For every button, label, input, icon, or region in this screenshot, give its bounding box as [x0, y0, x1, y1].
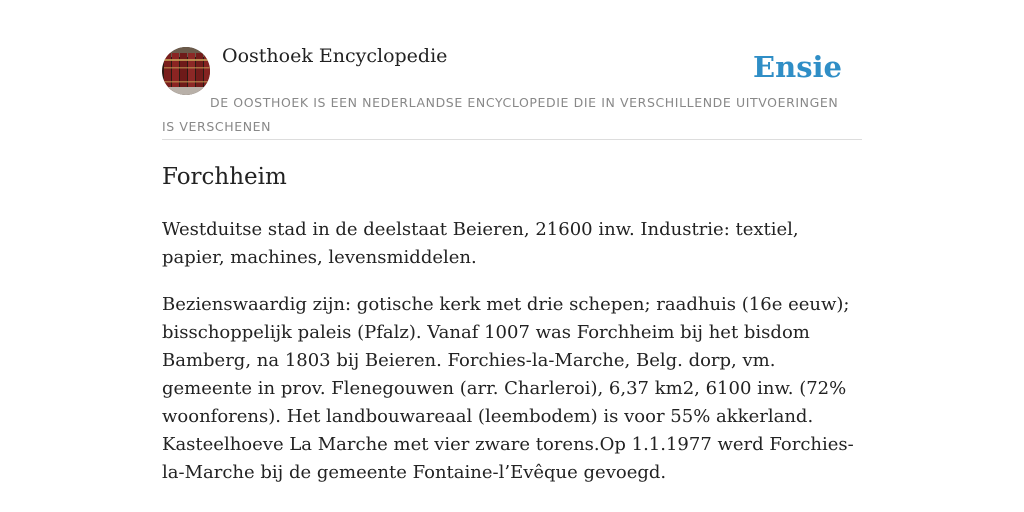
source-title[interactable]: Oosthoek Encyclopedie	[222, 45, 448, 67]
article-paragraph-1: Westduitse stad in de deelstaat Beieren, 21600 inw. Industrie: textiel, papier, machines, levensmiddelen.	[162, 219, 799, 268]
header-divider	[162, 139, 862, 140]
article-paragraph-2: Bezienswaardig zijn: gotische kerk met drie schepen; raadhuis (16e eeuw); bisschoppelijk paleis (Pfalz). Vanaf 1007 was Forchheim bij het bisdom Bamberg, na 1803 bij Beieren. Forchies-la-Marche, Belg. dorp, vm. gemeente in prov. Flenegouwen (arr. Charleroi), 6,37 km2, 6100 inw. (72% woonforens). Het landbouwareaal (leembodem) is voor 55% akkerland. Kasteelhoeve La Marche met vier zware torens.Op 1.1.1977 werd Forchies-la-Marche bij de gemeente Fontaine-l’Evêque gevoegd.	[162, 294, 854, 483]
avatar-image	[162, 47, 210, 95]
source-tagline: DE OOSTHOEK IS EEN NEDERLANDSE ENCYCLOPEDIE DIE IN VERSCHILLENDE UITVOERINGEN IS VERSCHENEN	[162, 95, 839, 134]
article-headword: Forchheim	[162, 164, 287, 190]
brand-logo[interactable]: Ensie	[753, 50, 842, 84]
encyclopedia-books-icon[interactable]	[162, 47, 210, 95]
